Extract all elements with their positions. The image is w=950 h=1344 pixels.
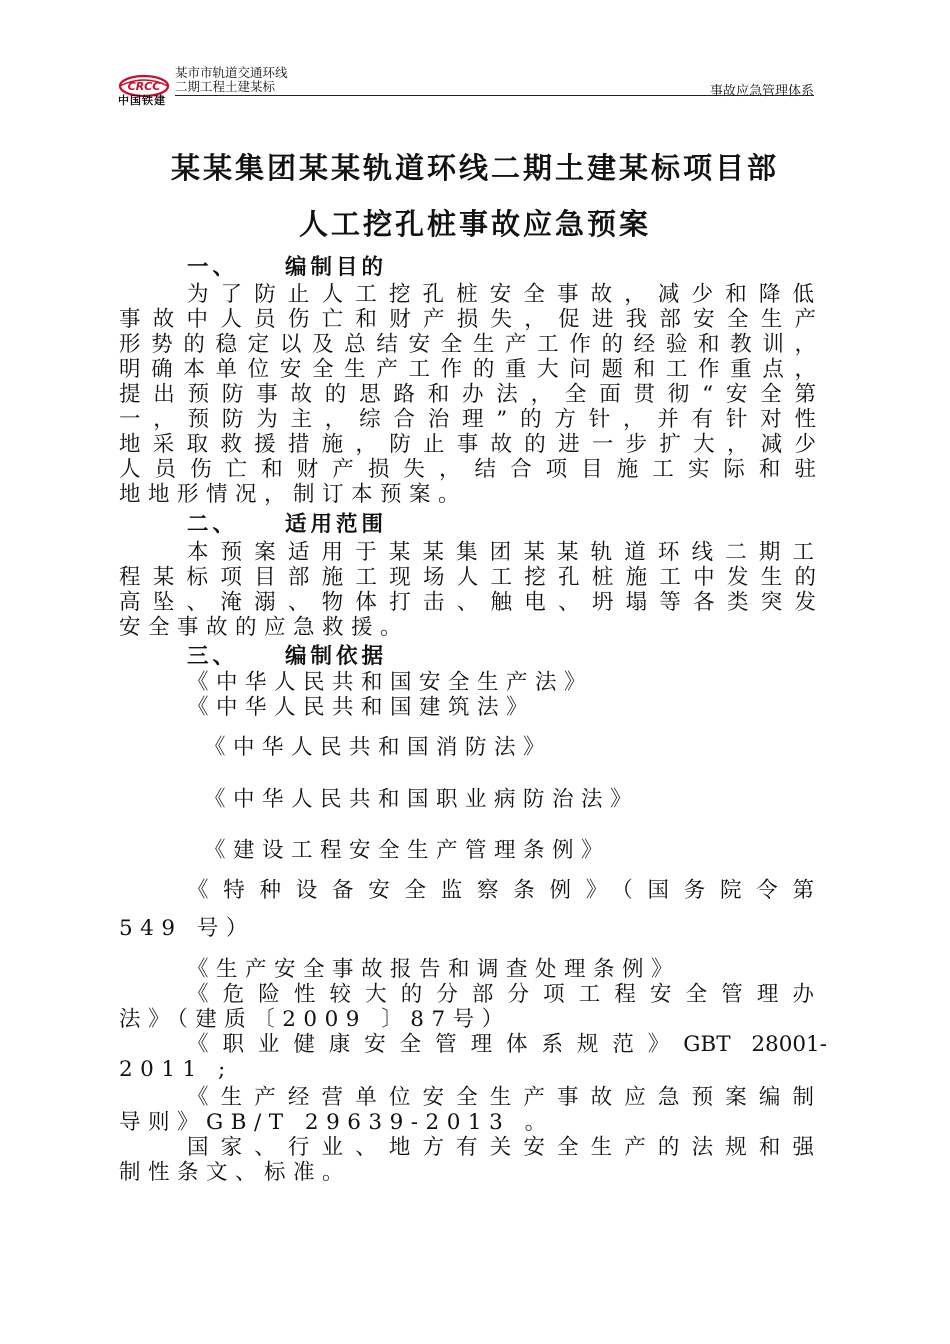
- section-2-paragraph-line: 安全事故的应急救援。: [119, 615, 410, 640]
- law-reference: 《中华人民共和国安全生产法》: [187, 670, 594, 695]
- law-reference: 《危险性较大的分部分项工程安全管理办: [187, 982, 814, 1007]
- document-title-line1: 某某集团某某轨道环线二期土建某标项目部: [170, 151, 779, 185]
- law-reference: 《生产安全事故报告和调查处理条例》: [187, 957, 681, 982]
- law-reference: 《中华人民共和国职业病防治法》: [204, 787, 640, 812]
- header-document-category: 事故应急管理体系: [709, 84, 814, 99]
- law-reference: 《生产经营单位安全生产事故应急预案编制: [187, 1085, 814, 1110]
- section-3-title: 编制依据: [285, 644, 388, 669]
- section-1-title: 编制目的: [285, 255, 388, 280]
- law-reference-continued: 法》（建质〔2009 〕87号）: [119, 1007, 511, 1032]
- section-2-heading: [119, 512, 884, 537]
- header-project-line1: 某市市轨道交通环线: [175, 65, 288, 80]
- logo-text: 中国铁建: [118, 94, 166, 107]
- section-1-paragraph-line: 地地形情况，制订本预案。: [119, 482, 468, 507]
- document-title-line2: 人工挖孔桩事故应急预案: [298, 207, 651, 241]
- section-1-paragraph-line: 地采取救援措施，防止事故的进一步扩大，减少: [119, 432, 816, 457]
- section-1-paragraph-line: 明确本单位安全生产工作的重大问题和工作重点，: [119, 357, 816, 382]
- section-1-paragraph-line: 为了防止人工挖孔桩安全事故，减少和降低: [187, 282, 814, 307]
- law-reference: 《特种设备安全监察条例》（国务院令第: [187, 878, 814, 903]
- law-reference-continued: 549 号）: [119, 916, 255, 941]
- svg-text:CRCC: CRCC: [127, 80, 161, 93]
- section-1-number: 一、: [187, 255, 239, 280]
- header-project-name: [175, 66, 288, 94]
- law-reference-continued: 2011 ;: [119, 1057, 233, 1082]
- page-header: [118, 62, 814, 108]
- section-1-heading: [119, 255, 884, 280]
- section-2-number: 二、: [187, 512, 239, 537]
- section-2-paragraph-line: 高坠、淹溺、物体打击、触电、坍塌等各类突发: [119, 590, 816, 615]
- section-2-paragraph-line: 本预案适用于某某集团某某轨道环线二期工: [187, 540, 814, 565]
- section-1-paragraph-line: 人员伤亡和财产损失，结合项目施工实际和驻: [119, 457, 816, 482]
- law-reference: 国家、行业、地方有关安全生产的法规和强: [187, 1135, 814, 1160]
- law-reference: 《中华人民共和国建筑法》: [187, 695, 536, 720]
- section-3-heading: [119, 644, 884, 669]
- law-reference-continued: 导则》GB/T 29639-2013 。: [119, 1110, 554, 1135]
- section-2-title: 适用范围: [285, 512, 388, 537]
- section-1-paragraph-line: 事故中人员伤亡和财产损失，促进我部安全生产: [119, 307, 816, 332]
- section-1-paragraph-line: 提出预防事故的思路和办法，全面贯彻“安全第: [119, 382, 816, 407]
- law-reference: 《职业健康安全管理体系规范》GBT 28001-: [187, 1032, 827, 1057]
- section-3-number: 三、: [187, 644, 239, 669]
- law-reference: 《建设工程安全生产管理条例》: [204, 838, 611, 863]
- section-2-paragraph-line: 程某标项目部施工现场人工挖孔桩施工中发生的: [119, 565, 816, 590]
- section-1-paragraph-line: 形势的稳定以及总结安全生产工作的经验和教训，: [119, 332, 816, 357]
- section-1-paragraph-line: 一，预防为主，综合治理”的方针，并有针对性: [119, 407, 816, 432]
- header-project-line2: 二期工程土建某标: [175, 79, 276, 94]
- law-reference: 《中华人民共和国消防法》: [204, 735, 553, 760]
- law-reference-continued: 制性条文、标准。: [119, 1160, 352, 1185]
